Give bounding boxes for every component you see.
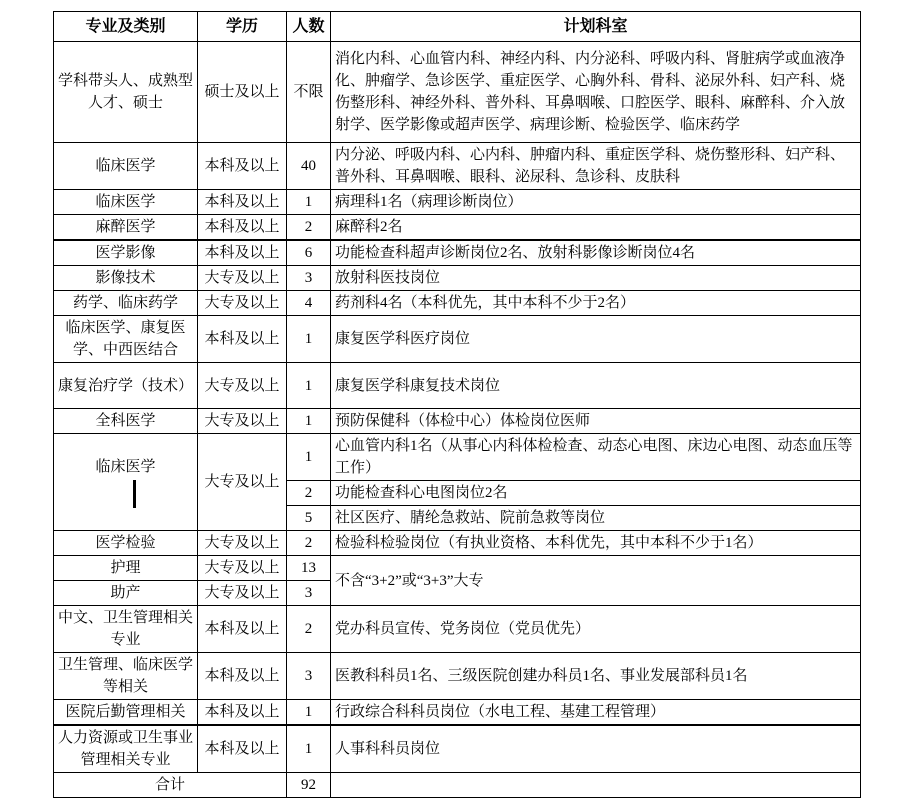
count-cell: 1	[287, 700, 331, 726]
major-cell: 临床医学、康复医学、中西医结合	[54, 316, 198, 363]
education-cell: 大专及以上	[198, 409, 287, 434]
total-dept-cell-empty	[331, 773, 861, 798]
education-cell: 大专及以上	[198, 581, 287, 606]
count-cell: 2	[287, 481, 331, 506]
major-text: 临床医学	[95, 459, 156, 475]
major-cell: 医学检验	[54, 531, 198, 556]
major-cell: 医学影像	[54, 240, 198, 266]
table-row	[54, 291, 861, 316]
dept-cell: 医教科科员1名、三级医院创建办科员1名、事业发展部科员1名	[331, 653, 861, 700]
header-education: 学历	[198, 12, 287, 42]
count-cell: 2	[287, 215, 331, 241]
dept-cell-merged: 不含“3+2”或“3+3”大专	[331, 556, 861, 606]
header-major: 专业及类别	[54, 12, 198, 42]
education-cell: 本科及以上	[198, 190, 287, 215]
dept-cell: 检验科检验岗位（有执业资格、本科优先，其中本科不少于1名）	[331, 531, 861, 556]
major-cell: 影像技术	[54, 266, 198, 291]
dept-cell: 康复医学科康复技术岗位	[331, 363, 861, 409]
dept-cell: 病理科1名（病理诊断岗位）	[331, 190, 861, 215]
dept-cell: 预防保健科（体检中心）体检岗位医师	[331, 409, 861, 434]
count-cell: 40	[287, 143, 331, 190]
major-cell: 助产	[54, 581, 198, 606]
count-cell: 5	[287, 506, 331, 531]
header-count: 人数	[287, 12, 331, 42]
major-cell: 药学、临床药学	[54, 291, 198, 316]
table-row	[54, 725, 861, 773]
major-cell: 医院后勤管理相关	[54, 700, 198, 726]
table-row	[54, 143, 861, 190]
education-cell: 大专及以上	[198, 266, 287, 291]
major-cell-merged	[54, 434, 198, 531]
table-row	[54, 531, 861, 556]
count-cell: 2	[287, 606, 331, 653]
major-cell: 人力资源或卫生事业管理相关专业	[54, 725, 198, 773]
count-cell: 不限	[287, 42, 331, 143]
dept-cell: 党办科员宣传、党务岗位（党员优先）	[331, 606, 861, 653]
header-dept: 计划科室	[331, 12, 861, 42]
table-row	[54, 700, 861, 726]
recruitment-table	[53, 11, 861, 798]
count-cell: 1	[287, 725, 331, 773]
count-cell: 4	[287, 291, 331, 316]
table-row	[54, 363, 861, 409]
education-cell: 本科及以上	[198, 316, 287, 363]
education-cell-merged: 大专及以上	[198, 434, 287, 531]
major-cell: 麻醉医学	[54, 215, 198, 241]
major-cell: 全科医学	[54, 409, 198, 434]
dept-cell: 心血管内科1名（从事心内科体检检查、动态心电图、床边心电图、动态血压等工作）	[331, 434, 861, 481]
dept-cell: 社区医疗、腈纶急救站、院前急救等岗位	[331, 506, 861, 531]
table-row	[54, 215, 861, 241]
table-row	[54, 606, 861, 653]
count-cell: 2	[287, 531, 331, 556]
dept-cell: 人事科科员岗位	[331, 725, 861, 773]
count-cell: 6	[287, 240, 331, 266]
education-cell: 本科及以上	[198, 240, 287, 266]
table-row	[54, 42, 861, 143]
count-cell: 1	[287, 409, 331, 434]
major-cell: 卫生管理、临床医学等相关	[54, 653, 198, 700]
table-row	[54, 190, 861, 215]
dept-cell: 功能检查科心电图岗位2名	[331, 481, 861, 506]
education-cell: 大专及以上	[198, 531, 287, 556]
count-cell: 1	[287, 434, 331, 481]
table-row-group-start	[54, 434, 861, 481]
table-row	[54, 653, 861, 700]
total-count-cell: 92	[287, 773, 331, 798]
major-cell: 临床医学	[54, 190, 198, 215]
recruitment-table-container	[53, 11, 861, 798]
education-cell: 本科及以上	[198, 700, 287, 726]
dept-cell: 行政综合科科员岗位（水电工程、基建工程管理）	[331, 700, 861, 726]
dept-cell: 药剂科4名（本科优先，其中本科不少于2名）	[331, 291, 861, 316]
text-cursor	[133, 480, 136, 508]
count-cell: 3	[287, 581, 331, 606]
count-cell: 1	[287, 363, 331, 409]
major-cell: 中文、卫生管理相关专业	[54, 606, 198, 653]
header-row	[54, 12, 861, 42]
education-cell: 本科及以上	[198, 653, 287, 700]
education-cell: 大专及以上	[198, 291, 287, 316]
major-cell: 康复治疗学（技术）	[54, 363, 198, 409]
dept-cell: 功能检查科超声诊断岗位2名、放射科影像诊断岗位4名	[331, 240, 861, 266]
education-cell: 本科及以上	[198, 215, 287, 241]
education-cell: 大专及以上	[198, 556, 287, 581]
total-row	[54, 773, 861, 798]
education-cell: 本科及以上	[198, 725, 287, 773]
table-row	[54, 240, 861, 266]
count-cell: 3	[287, 653, 331, 700]
table-row	[54, 556, 861, 581]
total-label-cell: 合计	[54, 773, 287, 798]
dept-cell: 消化内科、心血管内科、神经内科、内分泌科、呼吸内科、肾脏病学或血液净化、肿瘤学、急诊医学、重症医学、心胸外科、骨科、泌尿外科、妇产科、烧伤整形科、神经外科、普外科、耳鼻咽喉、口腔医学、眼科、麻醉科、介入放射学、医学影像或超声医学、病理诊断、检验医学、临床药学	[331, 42, 861, 143]
dept-cell: 内分泌、呼吸内科、心内科、肿瘤内科、重症医学科、烧伤整形科、妇产科、普外科、耳鼻咽喉、眼科、泌尿科、急诊科、皮肤科	[331, 143, 861, 190]
dept-cell: 康复医学科医疗岗位	[331, 316, 861, 363]
count-cell: 3	[287, 266, 331, 291]
dept-cell: 放射科医技岗位	[331, 266, 861, 291]
education-cell: 大专及以上	[198, 363, 287, 409]
major-cell: 学科带头人、成熟型人才、硕士	[54, 42, 198, 143]
table-row	[54, 316, 861, 363]
table-row	[54, 266, 861, 291]
education-cell: 硕士及以上	[198, 42, 287, 143]
dept-cell: 麻醉科2名	[331, 215, 861, 241]
education-cell: 本科及以上	[198, 606, 287, 653]
table-row	[54, 409, 861, 434]
major-cell: 护理	[54, 556, 198, 581]
count-cell: 13	[287, 556, 331, 581]
major-cell: 临床医学	[54, 143, 198, 190]
count-cell: 1	[287, 190, 331, 215]
count-cell: 1	[287, 316, 331, 363]
education-cell: 本科及以上	[198, 143, 287, 190]
